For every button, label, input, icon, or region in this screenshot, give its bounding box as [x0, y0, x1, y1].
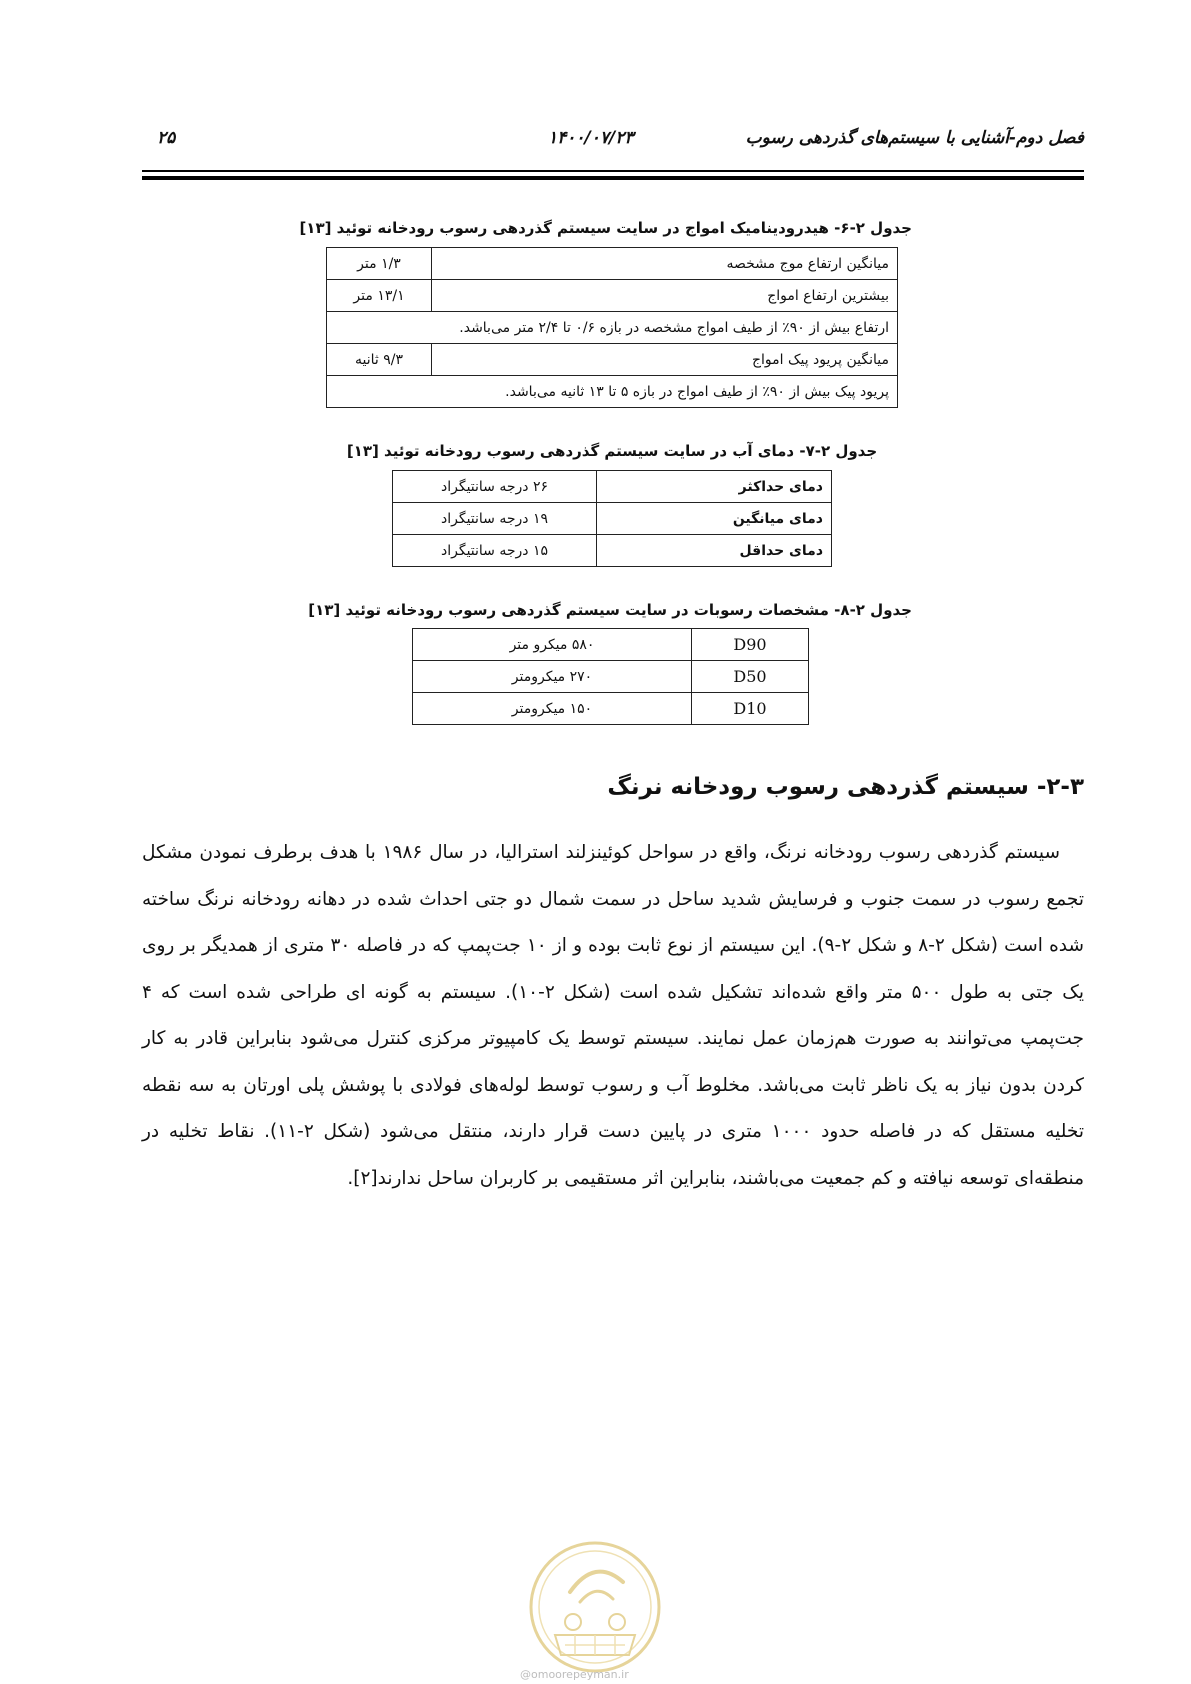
table-cell: ۵۸۰ میکرو متر: [413, 629, 692, 661]
table-cell: میانگین ارتفاع موج مشخصه: [432, 248, 898, 280]
table-cell: ۲۶ درجه سانتیگراد: [393, 471, 597, 503]
page-number: ۲۵: [157, 128, 176, 148]
chapter-title: فصل دوم-آشنایی با سیستم‌های گذردهی رسوب: [745, 128, 1084, 148]
table-cell: ۹/۳ ثانیه: [327, 344, 432, 376]
table-2-6-caption: جدول ۲-۶- هیدرودینامیک امواج در سایت سیستم گذردهی رسوب رودخانه توئید [۱۳]: [299, 219, 912, 237]
table-cell: پریود پیک بیش از ۹۰٪ از طیف امواج در بازه ۵ تا ۱۳ ثانیه می‌باشد.: [327, 376, 898, 408]
page-header: [142, 128, 1084, 158]
table-row: [327, 312, 898, 344]
table-cell: ۲۷۰ میکرومتر: [413, 661, 692, 693]
table-cell: میانگین پریود پیک امواج: [432, 344, 898, 376]
header-rule-thin: [142, 170, 1084, 172]
header-date: ۱۴۰۰/۰۷/۲۳: [548, 128, 634, 148]
table-row: [393, 471, 832, 503]
table-cell: ۱/۳ متر: [327, 248, 432, 280]
table-2-6: [326, 247, 898, 408]
table-cell: D50: [692, 661, 809, 693]
section-heading: ۲-۳- سیستم گذردهی رسوب رودخانه نرنگ: [607, 774, 1084, 800]
table-cell: دمای حداکثر: [597, 471, 832, 503]
watermark-text: @omoorepeyman.ir: [520, 1668, 629, 1681]
table-row: [413, 693, 809, 725]
table-cell: D90: [692, 629, 809, 661]
table-cell: D10: [692, 693, 809, 725]
watermark-logo-icon: [525, 1537, 665, 1677]
table-cell: ۱۵۰ میکرومتر: [413, 693, 692, 725]
table-row: [327, 248, 898, 280]
table-cell: ۱۳/۱ متر: [327, 280, 432, 312]
table-2-8: [412, 628, 809, 725]
table-cell: دمای میانگین: [597, 503, 832, 535]
table-2-7: [392, 470, 832, 567]
table-row: [327, 344, 898, 376]
table-cell: دمای حداقل: [597, 535, 832, 567]
table-row: [327, 376, 898, 408]
table-2-8-caption: جدول ۲-۸- مشخصات رسوبات در سایت سیستم گذردهی رسوب رودخانه توئید [۱۳]: [308, 601, 912, 619]
header-rule-thick: [142, 176, 1084, 180]
table-row: [393, 535, 832, 567]
table-cell: بیشترین ارتفاع امواج: [432, 280, 898, 312]
table-2-7-caption: جدول ۲-۷- دمای آب در سایت سیستم گذردهی رسوب رودخانه توئید [۱۳]: [346, 442, 878, 460]
table-cell: ارتفاع بیش از ۹۰٪ از طیف امواج مشخصه در بازه ۰/۶ تا ۲/۴ متر می‌باشد.: [327, 312, 898, 344]
table-cell: ۱۵ درجه سانتیگراد: [393, 535, 597, 567]
table-cell: ۱۹ درجه سانتیگراد: [393, 503, 597, 535]
table-row: [413, 661, 809, 693]
body-paragraph: سیستم گذردهی رسوب رودخانه نرنگ، واقع در سواحل کوئینزلند استرالیا، در سال ۱۹۸۶ با هدف برطرف نمودن مشکل تجمع رسوب در سمت جنوب و فرسایش شدید ساحل در سمت شمال دو جتی احداث شده در دهانه رودخانه نرنگ ساخته شده است (شکل ۲-۸ و شکل ۲-۹). این سیستم از نوع ثابت بوده و از ۱۰ جت‌پمپ که در فاصله ۳۰ متری از همدیگر بر روی یک جتی به طول ۵۰۰ متر واقع شده‌اند تشکیل شده است (شکل ۲-۱۰). سیستم به گونه ای طراحی شده است که ۴ جت‌پمپ می‌توانند به صورت هم‌زمان عمل نمایند. سیستم توسط یک کامپیوتر مرکزی کنترل می‌شود بنابراین قادر به کار کردن بدون نیاز به یک ناظر ثابت می‌باشد. مخلوط آب و رسوب توسط لوله‌های فولادی با پوشش پلی اورتان به سه نقطه تخلیه مستقل که در فاصله حدود ۱۰۰۰ متری در پایین دست قرار دارند، منتقل می‌شود (شکل ۲-۱۱). نقاط تخلیه در منطقه‌ای توسعه نیافته و کم جمعیت می‌باشند، بنابراین اثر مستقیمی بر کاربران ساحل ندارند[۲].: [142, 842, 1084, 1189]
table-row: [327, 280, 898, 312]
table-row: [393, 503, 832, 535]
table-row: [413, 629, 809, 661]
